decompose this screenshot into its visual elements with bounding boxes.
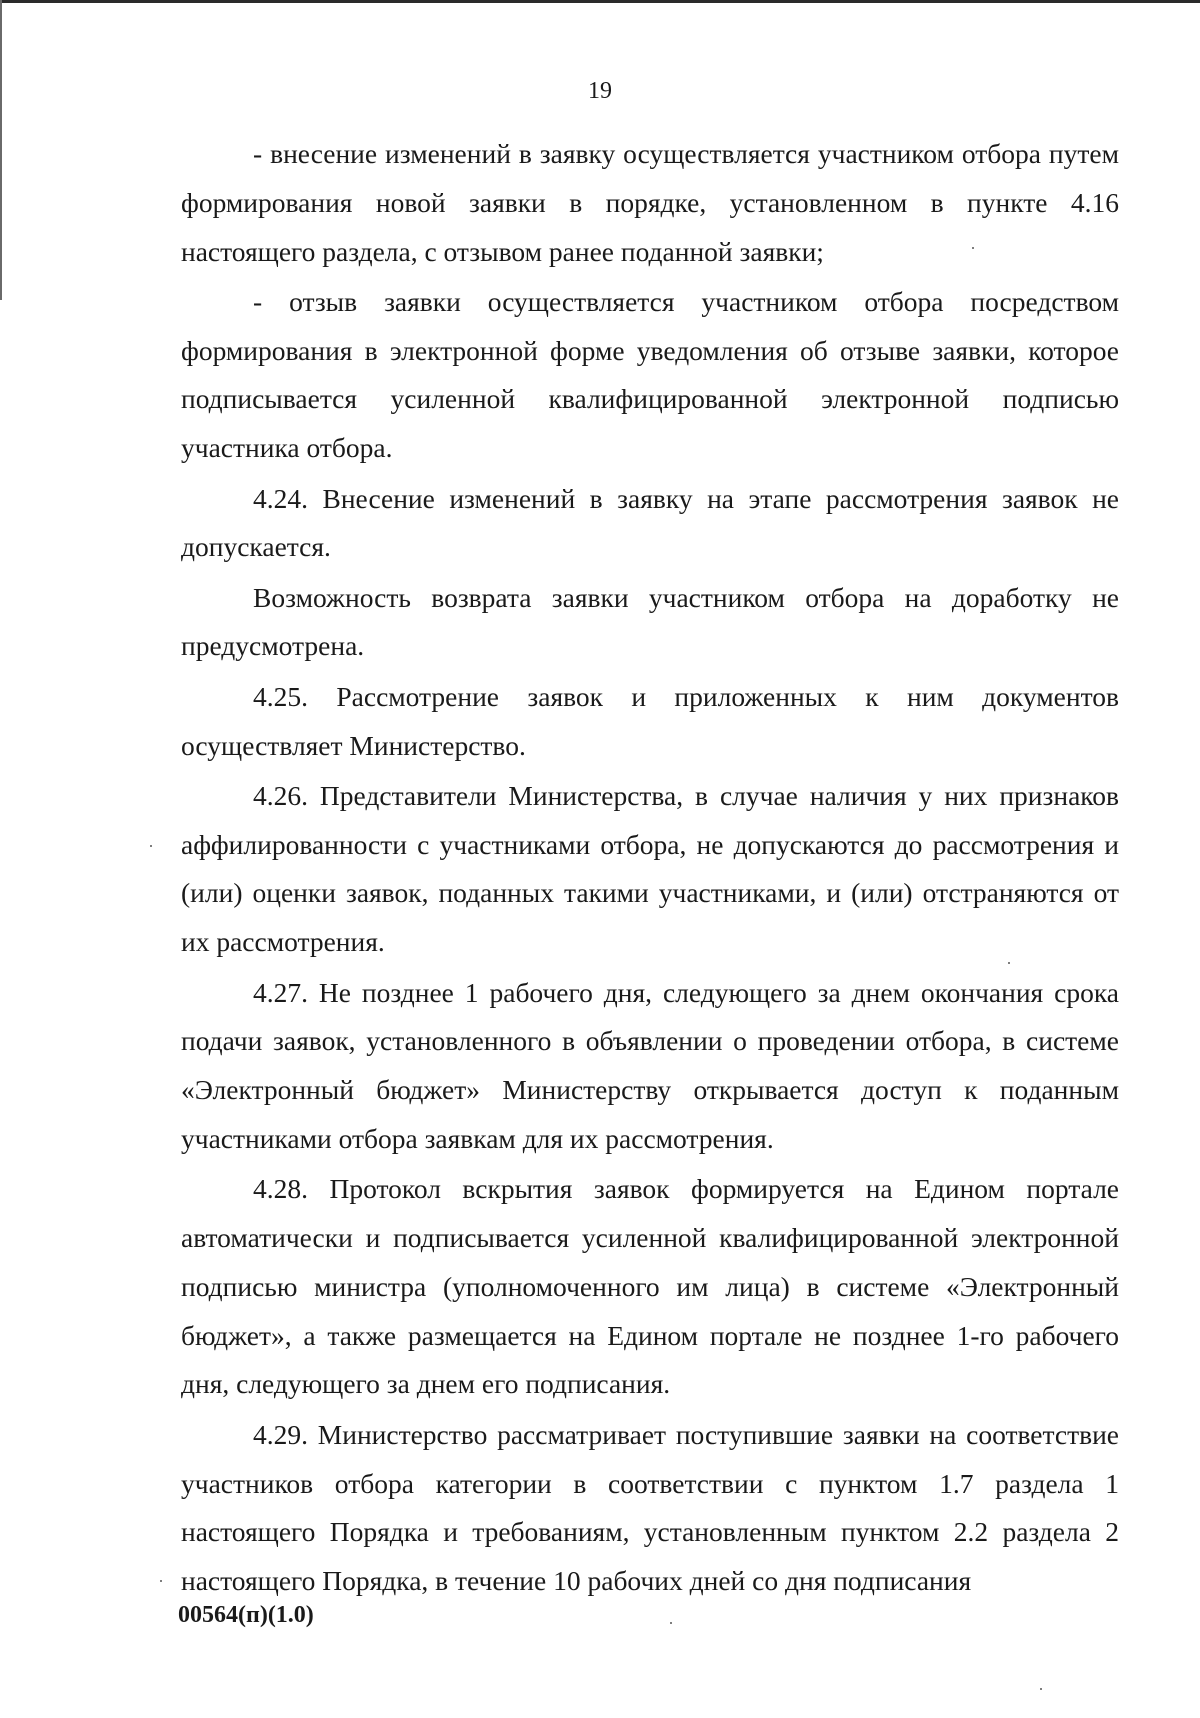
scan-top-border: [0, 0, 1200, 3]
scan-speck: [150, 845, 152, 847]
paragraph-4-24: 4.24. Внесение изменений в заявку на этапе рассмотрения заявок не допускается.: [181, 482, 1119, 563]
paragraph-4-28: 4.28. Протокол вскрытия заявок формируется на Едином портале автоматически и подписывается усиленной квалифицированной электронной подписью министра (уполномоченного им лица) в системе «Электронный бюджет», а также размещается на Едином портале не позднее 1-го рабочего дня, следующего за днем его подписания.: [181, 1173, 1119, 1400]
paragraph-withdrawal: - отзыв заявки осуществляется участником отбора посредством формирования в электронной форме уведомления об отзыве заявки, которое подписывается усиленной квалифицированной электронной подписью участника отбора.: [181, 285, 1119, 464]
paragraph-amendment: - внесение изменений в заявку осуществляется участником отбора путем формирования новой заявки в порядке, установленном в пункте 4.16 настоящего раздела, с отзывом ранее поданной заявки;: [181, 138, 1119, 267]
paragraph-4-26: 4.26. Представители Министерства, в случае наличия у них признаков аффилированности с участниками отбора, не допускаются до рассмотрения и (или) оценки заявок, поданных такими участниками, и (или) отстраняются от их рассмотрения.: [181, 779, 1119, 958]
scan-speck: [670, 1622, 672, 1624]
scan-speck: [1040, 1688, 1042, 1690]
paragraph-4-29: 4.29. Министерство рассматривает поступившие заявки на соответствие участников отбора категории в соответствии с пунктом 1.7 раздела 1 настоящего Порядка и требованиям, установленным пунктом 2.2 раздела 2 настоящего Порядка, в течение 10 рабочих дней со дня подписания: [181, 1418, 1119, 1597]
paragraph-return-not-provided: Возможность возврата заявки участником отбора на доработку не предусмотрена.: [181, 581, 1119, 662]
scan-speck: [160, 1580, 162, 1582]
scan-speck: [972, 247, 974, 249]
scan-speck: [1008, 962, 1010, 964]
paragraph-4-25: 4.25. Рассмотрение заявок и приложенных к ним документов осуществляет Министерство.: [181, 680, 1119, 761]
document-code: 00564(п)(1.0): [178, 1602, 314, 1628]
paragraph-4-27: 4.27. Не позднее 1 рабочего дня, следующего за днем окончания срока подачи заявок, установленного в объявлении о проведении отбора, в системе «Электронный бюджет» Министерству открывается доступ к поданным участниками отбора заявкам для их рассмотрения.: [181, 976, 1119, 1154]
scan-left-edge: [0, 0, 2, 300]
document-body: [181, 130, 1119, 1607]
page-number: 19: [588, 78, 612, 104]
